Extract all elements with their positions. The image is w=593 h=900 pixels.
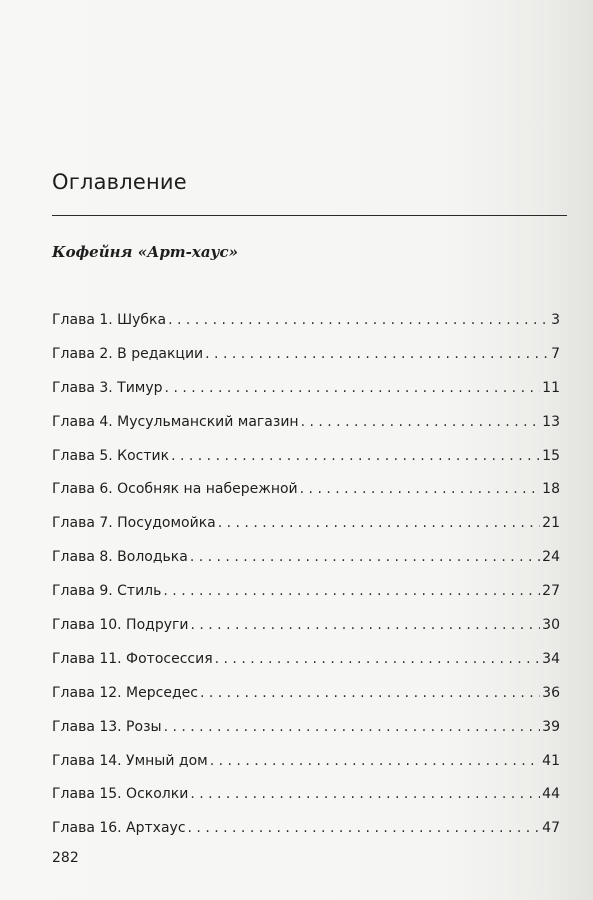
page-number: 282 [52,850,79,866]
toc-entry-label: Глава 16. Артхаус [52,820,186,837]
toc-entry-page: 18 [542,481,560,498]
dot-leader [190,549,540,565]
toc-entry-label: Глава 3. Тимур [52,379,163,396]
toc-entry-label: Глава 4. Мусульманский магазин [52,413,299,430]
toc-entry [52,380,560,414]
toc-entry [52,651,560,685]
toc-entry-page: 39 [542,718,560,735]
toc-entry [52,481,560,515]
toc-entry [52,549,560,583]
toc-entry-page: 3 [551,312,560,328]
toc-entry [52,312,560,346]
toc-entry [52,786,560,820]
toc-entry [52,617,560,651]
toc-heading: Оглавление [52,170,187,194]
toc-entry-label: Глава 6. Особняк на набережной [52,481,298,498]
toc-entry-label: Глава 10. Подруги [52,617,189,634]
toc-entry-label: Глава 11. Фотосессия [52,650,213,667]
dot-leader [168,312,548,328]
dot-leader [210,753,540,769]
dot-leader [215,651,541,667]
section-title: Кофейня «Арт-хаус» [52,243,239,261]
toc-entry-page: 34 [542,650,560,667]
table-of-contents [52,312,560,854]
dot-leader [218,515,540,531]
toc-entry-page: 36 [542,684,560,701]
dot-leader [190,786,540,802]
toc-entry-label: Глава 9. Стиль [52,583,162,600]
toc-entry [52,515,560,549]
dot-leader [200,685,540,701]
toc-entry-label: Глава 15. Осколки [52,786,189,803]
toc-entry-label: Глава 8. Володька [52,549,188,566]
toc-entry-page: 44 [542,786,560,803]
heading-divider [52,215,567,216]
toc-entry [52,685,560,719]
dot-leader [301,414,541,430]
toc-entry-label: Глава 7. Посудомойка [52,515,216,532]
toc-entry [52,583,560,617]
toc-entry [52,414,560,448]
toc-entry-page: 27 [542,583,560,600]
toc-entry-label: Глава 5. Костик [52,447,170,464]
toc-entry-label: Глава 1. Шубка [52,312,167,328]
toc-entry [52,719,560,753]
toc-entry-label: Глава 13. Розы [52,718,162,735]
toc-entry-label: Глава 14. Умный дом [52,752,208,769]
dot-leader [165,380,541,396]
toc-entry-page: 7 [551,345,560,362]
toc-entry-page: 21 [542,515,560,532]
toc-entry-page: 11 [542,379,560,396]
dot-leader [300,481,541,497]
toc-entry [52,346,560,380]
dot-leader [205,346,548,362]
toc-entry-page: 47 [542,820,560,837]
toc-entry [52,448,560,482]
dot-leader [171,448,540,464]
toc-entry-page: 13 [542,413,560,430]
toc-entry [52,753,560,787]
dot-leader [164,719,541,735]
toc-entry-page: 15 [542,447,560,464]
toc-entry [52,820,560,854]
toc-entry-label: Глава 12. Мерседес [52,684,198,701]
toc-entry-label: Глава 2. В редакции [52,345,204,362]
toc-entry-page: 41 [542,752,560,769]
dot-leader [188,820,541,836]
toc-entry-page: 24 [542,549,560,566]
toc-entry-page: 30 [542,617,560,634]
dot-leader [190,617,540,633]
dot-leader [163,583,540,599]
